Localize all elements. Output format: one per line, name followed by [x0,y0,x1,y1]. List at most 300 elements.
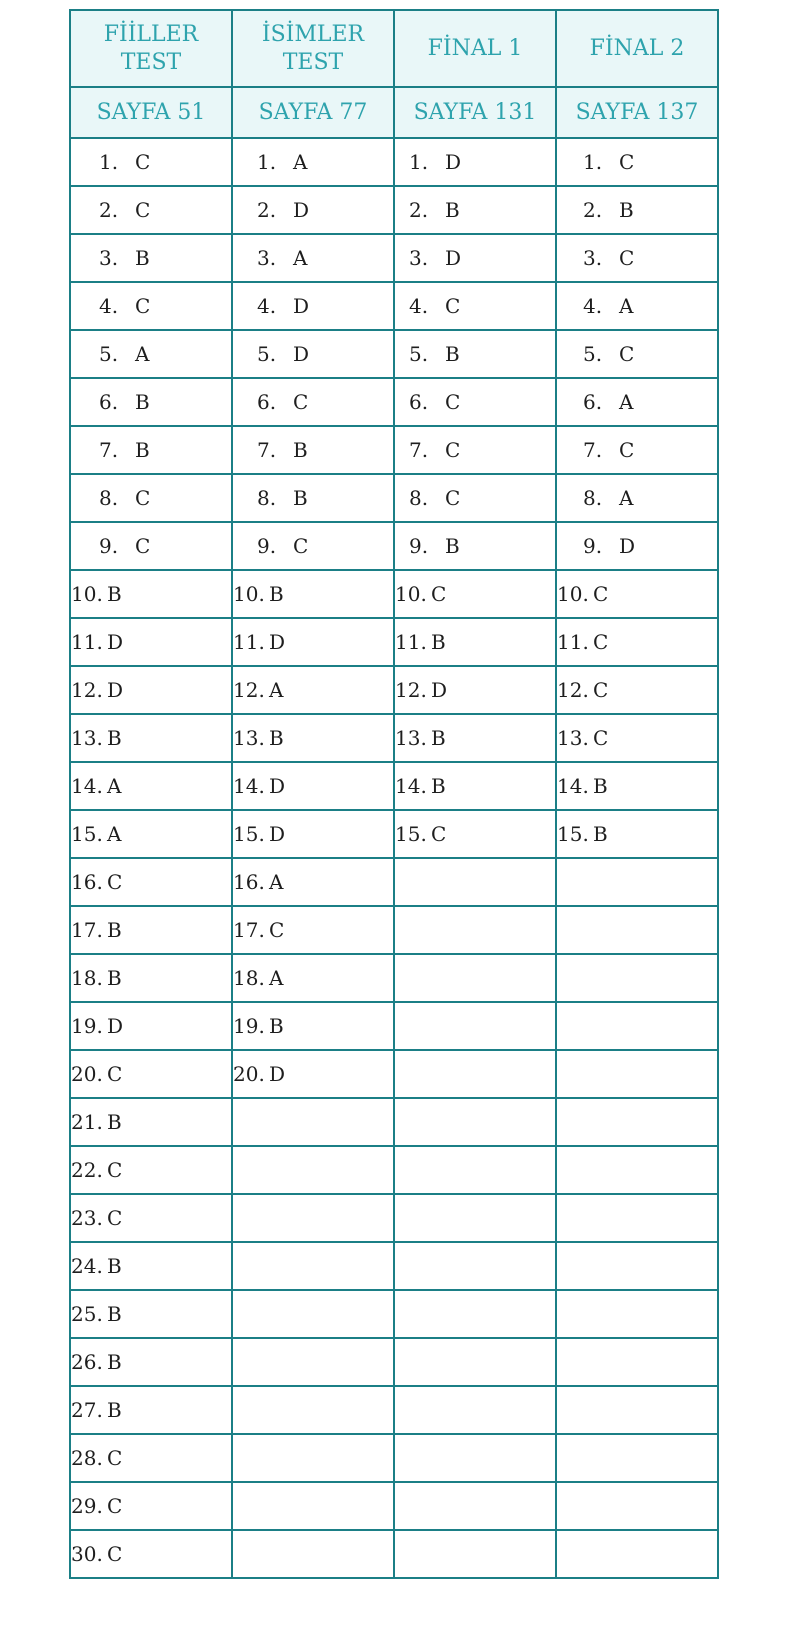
question-number: 11. [395,630,427,654]
answer-cell [556,186,718,234]
answer-letter: B [107,726,122,750]
question-number: 6. [409,390,429,414]
answer-letter: C [107,1158,123,1182]
answer-cell [232,522,394,570]
answer-letter: B [107,1302,122,1326]
answer-cell [70,282,232,330]
question-number: 2. [583,198,603,222]
answer-letter: B [107,582,122,606]
table-row [70,762,718,810]
question-number: 6. [583,390,603,414]
answer-cell [394,1290,556,1338]
question-number: 26. [71,1350,103,1374]
question-number: 4. [99,294,119,318]
question-number: 13. [395,726,427,750]
question-number: 18. [233,966,265,990]
table-row [70,330,718,378]
question-number: 11. [233,630,265,654]
header-title-row [70,10,718,87]
answer-cell [232,138,394,186]
answer-cell [70,138,232,186]
question-number: 30. [71,1542,103,1566]
answer-cell [70,1050,232,1098]
question-number: 3. [99,246,119,270]
question-number: 9. [99,534,119,558]
answer-cell [556,762,718,810]
answer-cell [232,1098,394,1146]
answer-letter: B [107,966,122,990]
answer-cell [232,906,394,954]
answer-cell [394,714,556,762]
answer-letter: D [431,678,448,702]
answer-letter: C [135,294,151,318]
answer-cell [394,138,556,186]
answer-cell [70,762,232,810]
question-number: 5. [583,342,603,366]
answer-letter: C [593,678,609,702]
answer-cell [394,762,556,810]
answer-cell [394,1482,556,1530]
answer-letter: A [269,966,284,990]
answer-cell [394,1002,556,1050]
answer-cell [232,186,394,234]
answer-letter: B [293,486,308,510]
table-row [70,474,718,522]
answer-letter: C [107,1542,123,1566]
answer-cell [70,1530,232,1578]
answer-cell [556,618,718,666]
answer-letter: C [293,534,309,558]
table-row [70,1434,718,1482]
answer-cell [70,1338,232,1386]
column-title-final-1: FİNAL 1 [394,10,556,87]
answer-cell [70,522,232,570]
answer-cell [70,1434,232,1482]
question-number: 22. [71,1158,103,1182]
answer-letter: A [135,342,150,366]
answer-letter: A [269,870,284,894]
question-number: 21. [71,1110,103,1134]
question-number: 17. [233,918,265,942]
answer-cell [232,282,394,330]
table-row [70,186,718,234]
question-number: 15. [71,822,103,846]
answer-letter: C [431,822,447,846]
answer-letter: C [107,1206,123,1230]
answer-letter: C [107,1062,123,1086]
answer-cell [394,1434,556,1482]
question-number: 27. [71,1398,103,1422]
answer-cell [70,426,232,474]
question-number: 8. [583,486,603,510]
answer-cell [394,474,556,522]
answer-cell [70,1002,232,1050]
answer-cell [232,330,394,378]
answer-cell [232,858,394,906]
answer-cell [394,1242,556,1290]
table-row [70,1146,718,1194]
answer-cell [556,1050,718,1098]
answer-cell [556,138,718,186]
answer-letter: B [107,1350,122,1374]
table-row [70,1386,718,1434]
answer-letter: A [293,150,308,174]
answer-cell [232,570,394,618]
table-row [70,234,718,282]
question-number: 11. [71,630,103,654]
table-row [70,1530,718,1578]
question-number: 12. [71,678,103,702]
answer-cell [394,1098,556,1146]
answer-cell [232,954,394,1002]
answer-cell [556,1194,718,1242]
answer-cell [70,1386,232,1434]
answer-cell [394,954,556,1002]
answer-cell [70,378,232,426]
question-number: 15. [395,822,427,846]
page-ref-isimler: SAYFA 77 [232,87,394,138]
table-row [70,522,718,570]
question-number: 16. [233,870,265,894]
answer-cell [70,1482,232,1530]
question-number: 5. [257,342,277,366]
question-number: 18. [71,966,103,990]
question-number: 1. [99,150,119,174]
answer-letter: C [269,918,285,942]
answer-cell [394,570,556,618]
question-number: 14. [395,774,427,798]
answer-letter: A [107,774,122,798]
answer-cell [232,618,394,666]
question-number: 19. [233,1014,265,1038]
table-row [70,426,718,474]
table-row [70,1290,718,1338]
question-number: 3. [257,246,277,270]
answer-cell [556,1530,718,1578]
answer-letter: B [135,438,150,462]
answer-cell [394,1050,556,1098]
table-row [70,954,718,1002]
question-number: 20. [71,1062,103,1086]
question-number: 2. [409,198,429,222]
answer-cell [232,234,394,282]
question-number: 29. [71,1494,103,1518]
answer-cell [394,282,556,330]
answer-cell [394,666,556,714]
table-row [70,138,718,186]
answer-cell [70,714,232,762]
answer-letter: B [293,438,308,462]
answer-cell [232,1002,394,1050]
question-number: 7. [409,438,429,462]
answer-letter: A [293,246,308,270]
answer-cell [394,186,556,234]
answer-letter: C [593,726,609,750]
answer-cell [556,1002,718,1050]
answer-cell [232,762,394,810]
answer-cell [232,666,394,714]
question-number: 8. [99,486,119,510]
question-number: 1. [409,150,429,174]
answer-letter: D [107,1014,124,1038]
answer-letter: D [269,774,286,798]
question-number: 12. [395,678,427,702]
answer-rows [70,138,718,1578]
table-row [70,1242,718,1290]
answer-cell [394,378,556,426]
answer-letter: A [619,390,634,414]
question-number: 10. [395,582,427,606]
question-number: 3. [409,246,429,270]
answer-letter: B [619,198,634,222]
answer-cell [232,1482,394,1530]
answer-letter: D [619,534,636,558]
question-number: 7. [99,438,119,462]
table-row [70,906,718,954]
answer-cell [70,1242,232,1290]
answer-letter: B [135,246,150,270]
answer-letter: D [445,246,462,270]
answer-cell [556,1482,718,1530]
question-number: 15. [557,822,589,846]
answer-letter: B [269,1014,284,1038]
answer-cell [556,234,718,282]
answer-letter: D [107,678,124,702]
answer-letter: B [593,822,608,846]
answer-cell [556,954,718,1002]
answer-cell [394,426,556,474]
question-number: 24. [71,1254,103,1278]
table-row [70,858,718,906]
answer-letter: C [135,534,151,558]
answer-letter: B [135,390,150,414]
answer-cell [556,1338,718,1386]
answer-letter: D [107,630,124,654]
answer-cell [556,378,718,426]
answer-letter: C [445,438,461,462]
question-number: 9. [583,534,603,558]
question-number: 7. [257,438,277,462]
answer-cell [70,234,232,282]
question-number: 25. [71,1302,103,1326]
question-number: 10. [71,582,103,606]
answer-cell [556,810,718,858]
answer-letter: C [619,438,635,462]
table-row [70,1194,718,1242]
answer-cell [70,330,232,378]
answer-cell [556,570,718,618]
table-row [70,1482,718,1530]
table-row [70,810,718,858]
question-number: 16. [71,870,103,894]
question-number: 2. [99,198,119,222]
answer-cell [556,858,718,906]
answer-key-sheet [69,9,717,1579]
answer-cell [70,954,232,1002]
answer-cell [232,378,394,426]
answer-cell [70,1146,232,1194]
question-number: 10. [233,582,265,606]
question-number: 4. [409,294,429,318]
question-number: 5. [409,342,429,366]
answer-cell [70,666,232,714]
answer-cell [232,1386,394,1434]
answer-letter: C [445,390,461,414]
answer-cell [70,186,232,234]
answer-cell [70,1194,232,1242]
question-number: 13. [233,726,265,750]
answer-cell [556,1242,718,1290]
answer-letter: B [269,726,284,750]
answer-letter: C [107,1446,123,1470]
answer-letter: C [135,150,151,174]
answer-key-table [69,9,719,1579]
answer-cell [232,1290,394,1338]
answer-cell [70,906,232,954]
question-number: 28. [71,1446,103,1470]
question-number: 9. [409,534,429,558]
question-number: 14. [71,774,103,798]
answer-cell [394,810,556,858]
answer-cell [232,810,394,858]
question-number: 23. [71,1206,103,1230]
question-number: 10. [557,582,589,606]
answer-cell [232,1146,394,1194]
answer-letter: B [107,1398,122,1422]
question-number: 8. [257,486,277,510]
question-number: 9. [257,534,277,558]
header-page-row [70,87,718,138]
answer-cell [394,330,556,378]
table-row [70,1338,718,1386]
table-row [70,714,718,762]
answer-letter: A [619,486,634,510]
answer-letter: B [431,774,446,798]
table-row [70,570,718,618]
answer-letter: C [135,486,151,510]
answer-cell [394,618,556,666]
answer-letter: C [593,630,609,654]
answer-letter: D [293,294,310,318]
question-number: 5. [99,342,119,366]
answer-letter: C [619,342,635,366]
answer-letter: B [107,1254,122,1278]
answer-cell [70,618,232,666]
question-number: 12. [557,678,589,702]
answer-letter: C [619,150,635,174]
answer-cell [394,1338,556,1386]
answer-letter: D [269,822,286,846]
answer-letter: D [445,150,462,174]
answer-cell [556,522,718,570]
question-number: 7. [583,438,603,462]
answer-cell [556,666,718,714]
answer-cell [394,1194,556,1242]
question-number: 2. [257,198,277,222]
answer-letter: A [269,678,284,702]
answer-letter: B [431,726,446,750]
answer-cell [394,522,556,570]
answer-cell [556,906,718,954]
answer-cell [556,1290,718,1338]
answer-letter: C [593,582,609,606]
answer-letter: D [269,1062,286,1086]
answer-cell [70,1098,232,1146]
answer-cell [556,330,718,378]
answer-cell [394,906,556,954]
column-title-isimler: İSİMLER TEST [232,10,394,87]
table-row [70,1098,718,1146]
answer-letter: D [293,342,310,366]
answer-cell [556,282,718,330]
answer-cell [70,474,232,522]
answer-letter: B [107,918,122,942]
question-number: 8. [409,486,429,510]
answer-cell [232,714,394,762]
answer-letter: C [619,246,635,270]
question-number: 3. [583,246,603,270]
question-number: 15. [233,822,265,846]
question-number: 20. [233,1062,265,1086]
answer-cell [232,426,394,474]
answer-cell [232,1194,394,1242]
answer-cell [232,1050,394,1098]
answer-letter: A [619,294,634,318]
table-row [70,1002,718,1050]
answer-letter: D [269,630,286,654]
page-ref-final-1: SAYFA 131 [394,87,556,138]
question-number: 17. [71,918,103,942]
answer-cell [394,1386,556,1434]
table-row [70,618,718,666]
question-number: 12. [233,678,265,702]
answer-cell [556,714,718,762]
question-number: 4. [257,294,277,318]
question-number: 14. [233,774,265,798]
answer-letter: B [445,534,460,558]
answer-cell [556,474,718,522]
answer-cell [70,810,232,858]
answer-cell [70,858,232,906]
column-title-filler: FİİLLER TEST [70,10,232,87]
answer-letter: C [293,390,309,414]
table-row [70,378,718,426]
answer-cell [232,1434,394,1482]
page-ref-final-2: SAYFA 137 [556,87,718,138]
answer-cell [394,1146,556,1194]
answer-cell [556,1386,718,1434]
table-row [70,282,718,330]
answer-cell [232,474,394,522]
page-ref-filler: SAYFA 51 [70,87,232,138]
question-number: 6. [257,390,277,414]
question-number: 19. [71,1014,103,1038]
answer-letter: B [431,630,446,654]
answer-cell [232,1338,394,1386]
answer-letter: D [293,198,310,222]
answer-letter: C [431,582,447,606]
answer-letter: B [107,1110,122,1134]
answer-cell [70,570,232,618]
answer-cell [556,1098,718,1146]
table-row [70,666,718,714]
answer-cell [232,1242,394,1290]
answer-cell [394,234,556,282]
question-number: 1. [257,150,277,174]
answer-letter: C [445,486,461,510]
column-title-final-2: FİNAL 2 [556,10,718,87]
table-row [70,1050,718,1098]
